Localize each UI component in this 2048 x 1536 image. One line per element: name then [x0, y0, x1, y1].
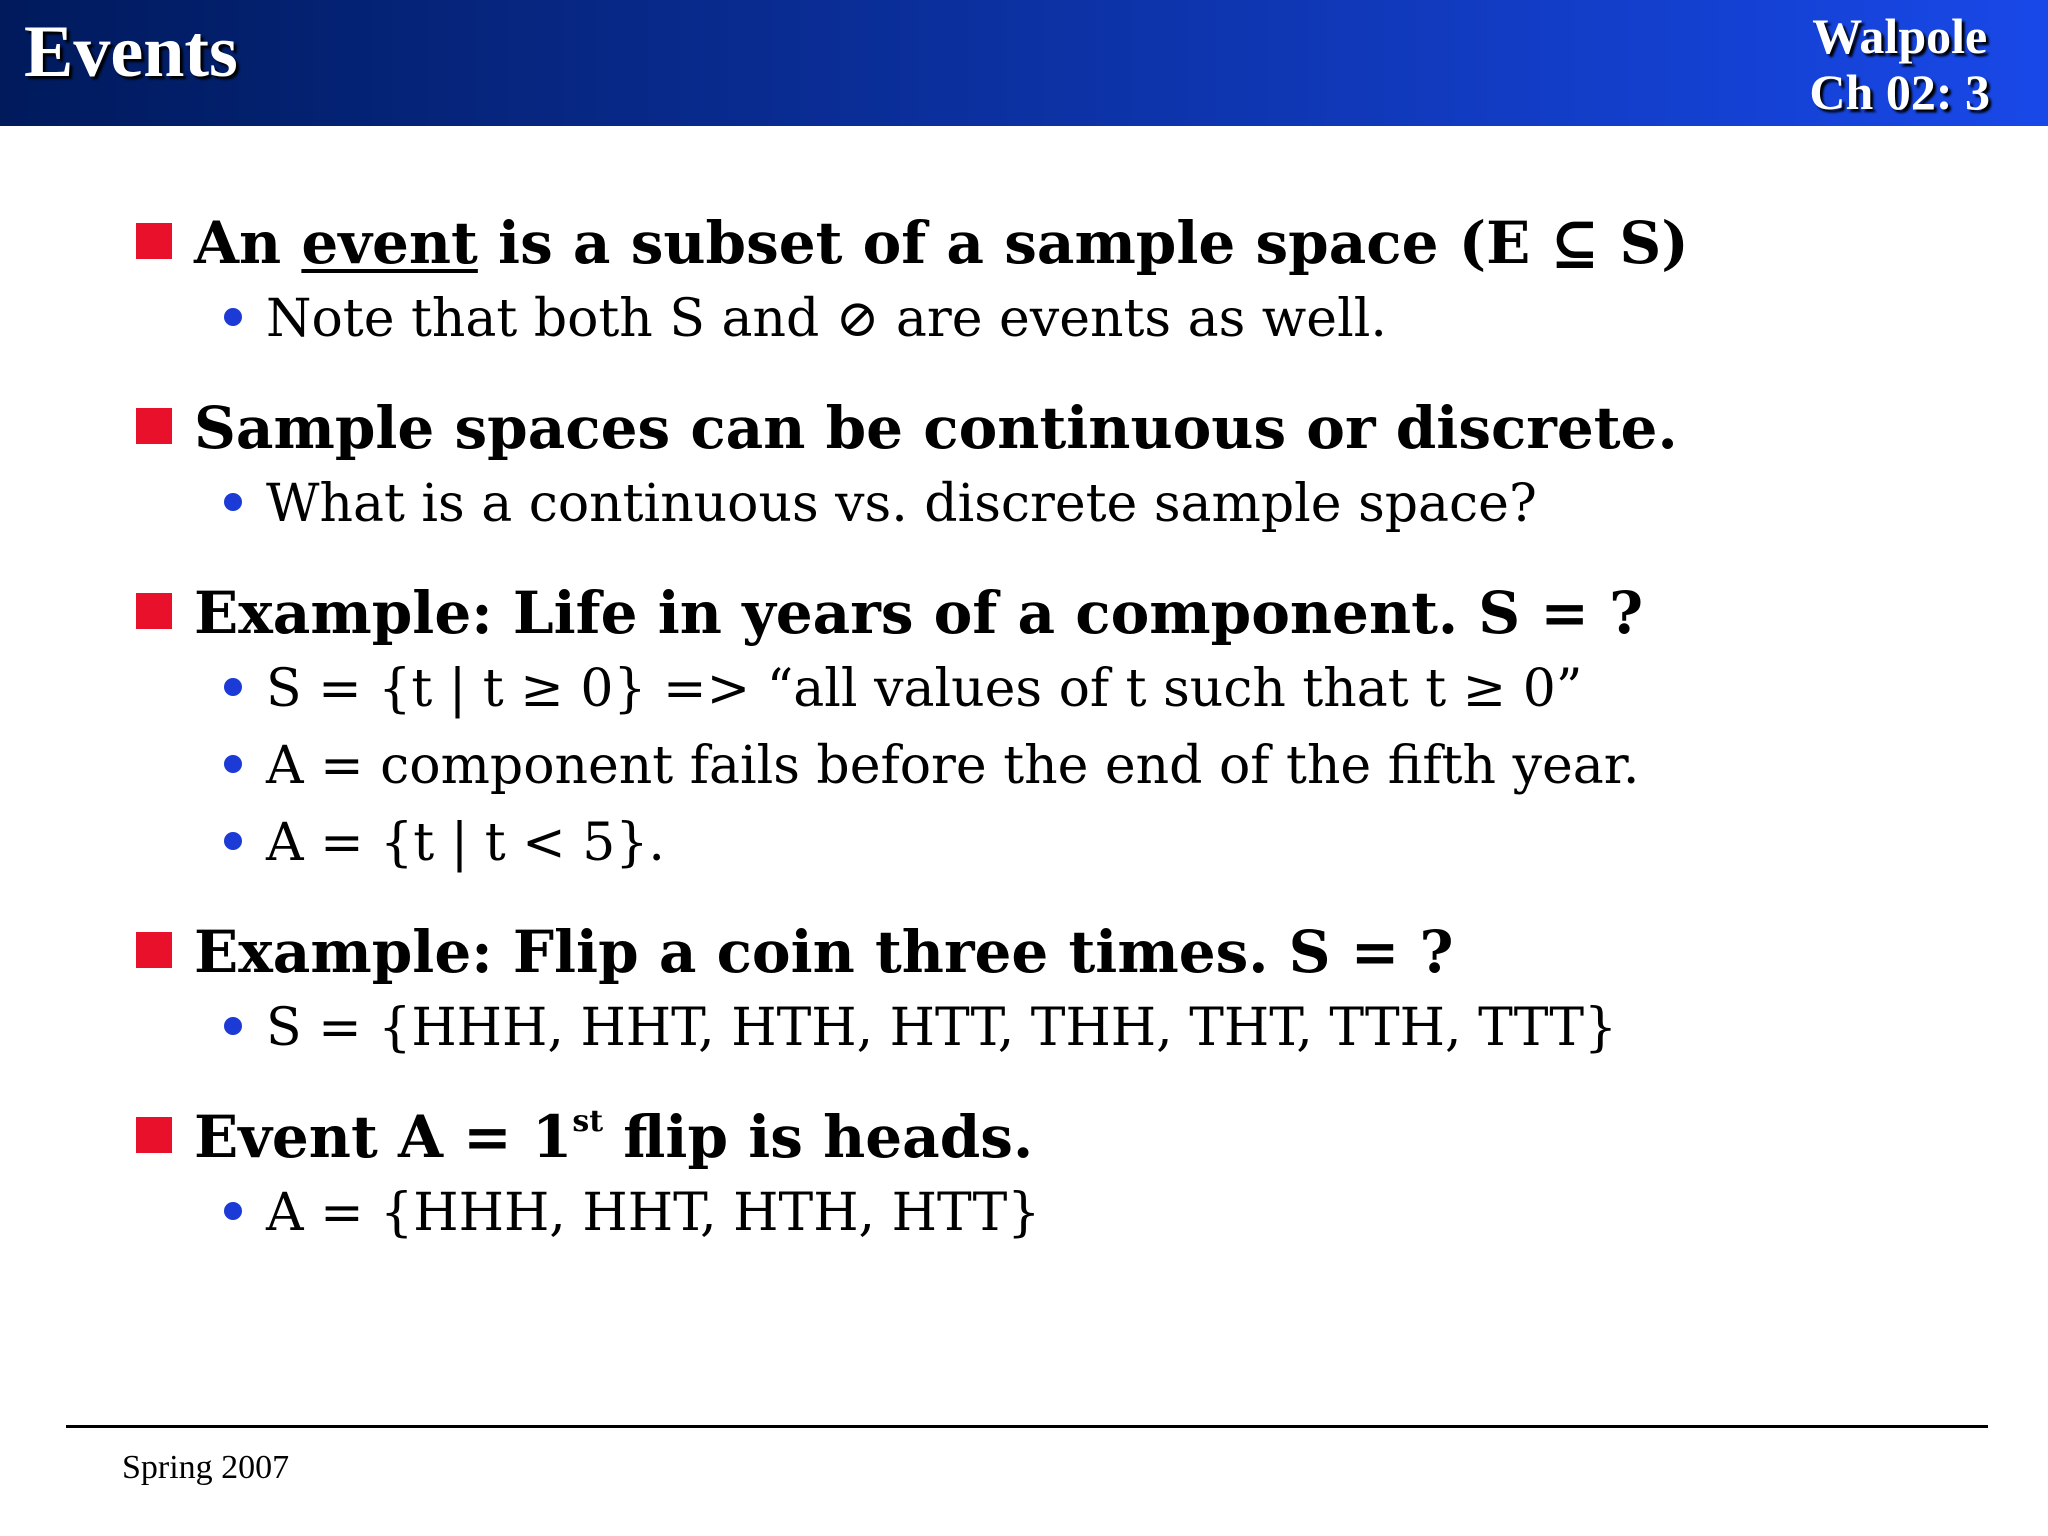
square-bullet-icon	[136, 1117, 172, 1153]
sub-bullet-text: Note that both S and ⊘ are events as well.	[266, 289, 1387, 349]
bullet-1	[136, 205, 1996, 281]
sub-bullet-3-2	[136, 728, 1996, 805]
sub-bullet-2-1	[136, 466, 1996, 543]
bullet-group-4	[136, 914, 1996, 1067]
bullet-4	[136, 914, 1996, 990]
dot-bullet-icon	[224, 755, 242, 773]
dot-bullet-icon	[224, 308, 242, 326]
sub-bullet-5-1	[136, 1175, 1996, 1252]
square-bullet-icon	[136, 408, 172, 444]
bullet-group-2	[136, 390, 1996, 543]
sub-bullet-3-1	[136, 651, 1996, 728]
bullet-group-1	[136, 205, 1996, 358]
bullet-4-text: Example: Flip a coin three times. S = ?	[194, 918, 1454, 986]
book-name: Walpole	[1812, 8, 1988, 64]
bullet-list	[136, 205, 1996, 1284]
bullet-group-3	[136, 575, 1996, 882]
sub-bullet-3-3	[136, 805, 1996, 882]
bullet-2	[136, 390, 1996, 466]
bullet-2-text: Sample spaces can be continuous or discrete.	[194, 394, 1678, 462]
bullet-3-text: Example: Life in years of a component. S = ?	[194, 579, 1644, 647]
sub-bullet-4-1	[136, 990, 1996, 1067]
dot-bullet-icon	[224, 493, 242, 511]
sub-bullet-text: S = {t | t ≥ 0} => “all values of t such that t ≥ 0”	[266, 659, 1583, 719]
bullet-5-text-a: Event A = 1	[194, 1103, 573, 1171]
sub-bullet-text: What is a continuous vs. discrete sample space?	[266, 474, 1537, 534]
sub-bullet-1-1	[136, 281, 1996, 358]
chapter-page: Ch 02: 3	[1809, 64, 1990, 120]
bullet-3	[136, 575, 1996, 651]
sub-bullet-text: S = {HHH, HHT, HTH, HTT, THH, THT, TTH, TTT}	[266, 998, 1618, 1058]
course-reference	[1809, 8, 1990, 120]
bullet-group-5	[136, 1099, 1996, 1252]
footer-divider	[66, 1425, 1988, 1428]
dot-bullet-icon	[224, 1017, 242, 1035]
square-bullet-icon	[136, 593, 172, 629]
title-bar	[0, 0, 2048, 126]
ordinal-superscript: st	[572, 1104, 604, 1139]
bullet-1-underlined-term: event	[301, 209, 478, 277]
square-bullet-icon	[136, 932, 172, 968]
bullet-1-text-b: is a subset of a sample space (E ⊆ S)	[477, 209, 1689, 277]
slide-title: Events	[24, 11, 238, 93]
dot-bullet-icon	[224, 1202, 242, 1220]
square-bullet-icon	[136, 223, 172, 259]
bullet-1-text-a: An	[194, 209, 302, 277]
dot-bullet-icon	[224, 832, 242, 850]
dot-bullet-icon	[224, 678, 242, 696]
footer-date: Spring 2007	[122, 1449, 290, 1486]
sub-bullet-text: A = {t | t < 5}.	[266, 813, 665, 873]
sub-bullet-text: A = {HHH, HHT, HTH, HTT}	[266, 1183, 1041, 1243]
bullet-5-text-b: flip is heads.	[603, 1103, 1034, 1171]
bullet-5	[136, 1099, 1996, 1175]
sub-bullet-text: A = component fails before the end of the fifth year.	[266, 736, 1640, 796]
